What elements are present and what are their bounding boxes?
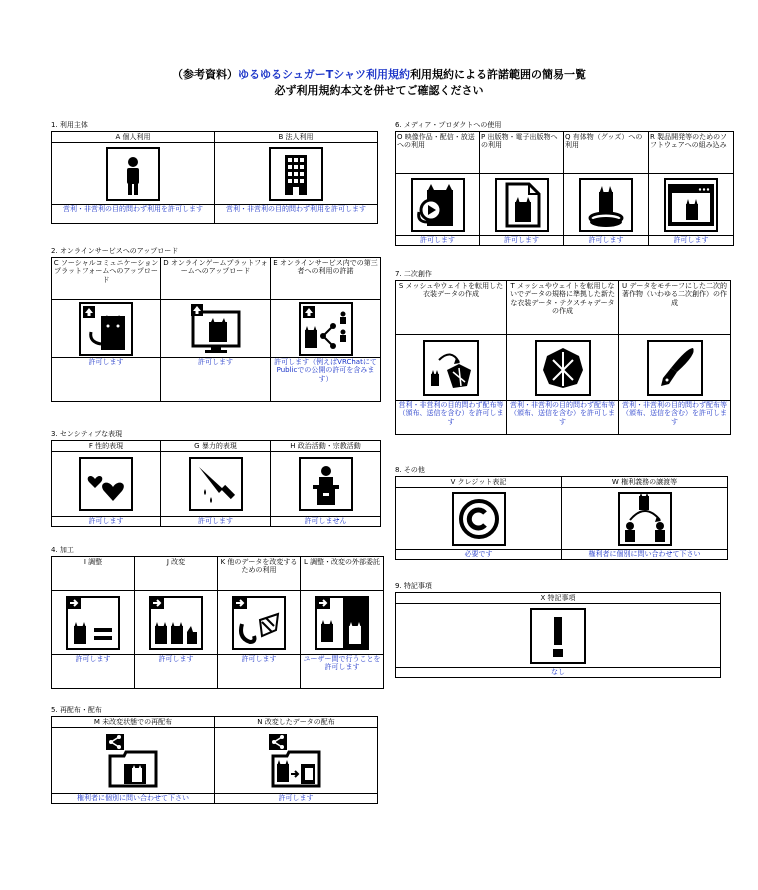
share-modified-icon [215, 728, 378, 794]
share-users-icon [271, 300, 381, 358]
col-head-a: A 個人利用 [52, 132, 215, 143]
person-icon [52, 143, 215, 205]
col-head-g: G 暴力的表現 [161, 441, 271, 452]
col-foot-b: 営利・非営利の目的問わず利用を許可します [215, 205, 378, 224]
col-foot-k: 許可します [218, 655, 301, 689]
permission-table [395, 476, 728, 560]
section-media-product [395, 121, 734, 246]
document-title [0, 67, 758, 99]
col-foot-v: 必要です [396, 550, 562, 560]
col-head-t: T メッシュやウェイトを転用しないでデータの規格に準拠した新たな衣装データ・テクスチャデータの作成 [507, 281, 619, 335]
permission-table [51, 716, 378, 804]
col-foot-i: 許可します [52, 655, 135, 689]
col-foot-w: 権利者に個別に問い合わせて下さい [562, 550, 728, 560]
section-special-notes [395, 582, 721, 678]
col-head-c: C ソーシャルコミュニケーションプラットフォームへのアップロード [52, 258, 161, 300]
permission-table [51, 131, 378, 224]
section-title: 8. その他 [395, 466, 425, 474]
col-foot-p: 許可します [480, 236, 564, 246]
col-foot-g: 許可します [161, 517, 271, 527]
col-head-b: B 法人利用 [215, 132, 378, 143]
section-derivative-works [395, 270, 731, 435]
title-suffix: 利用規約による許諾範囲の簡易一覧 [410, 68, 587, 81]
col-foot-r: 許可します [649, 236, 734, 246]
section-title: 3. センシティブな表現 [51, 430, 123, 438]
col-head-n: N 改変したデータの配布 [215, 717, 378, 728]
col-foot-h: 許可しません [271, 517, 381, 527]
permission-table [51, 257, 381, 402]
col-foot-x: なし [396, 668, 721, 678]
section-online-upload [51, 247, 381, 402]
pen-nib-icon [619, 335, 731, 401]
permission-table [395, 592, 721, 678]
office-building-icon [215, 143, 378, 205]
col-foot-j: 許可します [135, 655, 218, 689]
col-foot-f: 許可します [52, 517, 161, 527]
section-sensitive-expression [51, 430, 381, 527]
adjust-equal-icon [52, 591, 135, 655]
col-foot-c: 許可します [52, 358, 161, 402]
outsource-icon [301, 591, 384, 655]
copyright-icon [396, 488, 562, 550]
title-line-1 [0, 67, 758, 83]
section-processing [51, 546, 384, 689]
col-foot-m: 権利者に個別に問い合わせて下さい [52, 794, 215, 804]
col-head-v: V クレジット表記 [396, 477, 562, 488]
col-head-e: E オンラインサービス内での第三者への利用の許諾 [271, 258, 381, 300]
col-head-s: S メッシュやウェイトを転用した衣装データの作成 [396, 281, 507, 335]
permission-table [395, 280, 731, 435]
col-head-m: M 未改変状態での再配布 [52, 717, 215, 728]
section-title: 2. オンラインサービスへのアップロード [51, 247, 179, 255]
col-head-p: P 出版物・電子出版物への利用 [480, 132, 564, 174]
col-foot-t: 営利・非営利の目的問わず配布等（頒布、送信を含む）を許可します [507, 401, 619, 435]
title-line-2: 必ず利用規約本文を併せてご確認ください [274, 84, 484, 97]
col-head-w: W 権利義務の譲渡等 [562, 477, 728, 488]
col-head-r: R 製品開発等のためのソフトウェアへの組み込み [649, 132, 734, 174]
section-redistribution [51, 706, 378, 804]
upload-cat-icon [52, 300, 161, 358]
mesh-transfer-icon [396, 335, 507, 401]
col-head-o: O 映像作品・配信・放送への利用 [396, 132, 480, 174]
col-foot-u: 営利・非営利の目的問わず配布等（頒布、送信を含む）を許可します [619, 401, 731, 435]
col-foot-l: ユーザー間で行うことを許可します [301, 655, 384, 689]
modify-other-data-icon [218, 591, 301, 655]
podium-speaker-icon [271, 452, 381, 517]
col-foot-s: 営利・非営利の目的問わず配布等（頒布、送信を含む）を許可します [396, 401, 507, 435]
permission-table [395, 131, 734, 246]
col-head-f: F 性的表現 [52, 441, 161, 452]
col-head-l: L 調整・改変の外部委託 [301, 557, 384, 591]
section-usage-subject [51, 121, 378, 224]
col-foot-d: 許可します [161, 358, 271, 402]
software-window-icon [649, 174, 734, 236]
section-title: 6. メディア・プロダクトへの使用 [395, 121, 502, 129]
knife-icon [161, 452, 271, 517]
modify-cat-icon [135, 591, 218, 655]
col-head-d: D オンラインゲームプラットフォームへのアップロード [161, 258, 271, 300]
col-head-x: X 特記事項 [396, 593, 721, 604]
col-foot-a: 営利・非営利の目的問わず利用を許可します [52, 205, 215, 224]
col-foot-q: 許可します [564, 236, 649, 246]
section-title: 7. 二次創作 [395, 270, 432, 278]
exclamation-icon [396, 604, 721, 668]
col-head-q: Q 有体物（グッズ）への利用 [564, 132, 649, 174]
permission-table [51, 556, 384, 689]
section-title: 4. 加工 [51, 546, 74, 554]
section-other [395, 466, 728, 560]
hearts-icon [52, 452, 161, 517]
section-title: 9. 特記事項 [395, 582, 432, 590]
video-play-icon [396, 174, 480, 236]
document-cat-icon [480, 174, 564, 236]
figure-goods-icon [564, 174, 649, 236]
terms-link[interactable]: ゆるゆるシュガーTシャツ利用規約 [237, 68, 411, 81]
title-prefix: （参考資料） [171, 68, 238, 81]
upload-monitor-icon [161, 300, 271, 358]
new-costume-icon [507, 335, 619, 401]
col-head-j: J 改変 [135, 557, 218, 591]
col-head-u: U データをモチーフにした二次的著作物（いわゆる二次創作）の作成 [619, 281, 731, 335]
section-title: 5. 再配布・配布 [51, 706, 102, 714]
col-head-i: I 調整 [52, 557, 135, 591]
col-foot-e: 許可します（例えばVRChatにてPublicでの公開の許可を含みます） [271, 358, 381, 402]
col-foot-n: 許可します [215, 794, 378, 804]
share-folder-icon [52, 728, 215, 794]
permission-table [51, 440, 381, 527]
col-head-k: K 他のデータを改変するための利用 [218, 557, 301, 591]
transfer-rights-icon [562, 488, 728, 550]
col-head-h: H 政治活動・宗教活動 [271, 441, 381, 452]
section-title: 1. 利用主体 [51, 121, 88, 129]
col-foot-o: 許可します [396, 236, 480, 246]
